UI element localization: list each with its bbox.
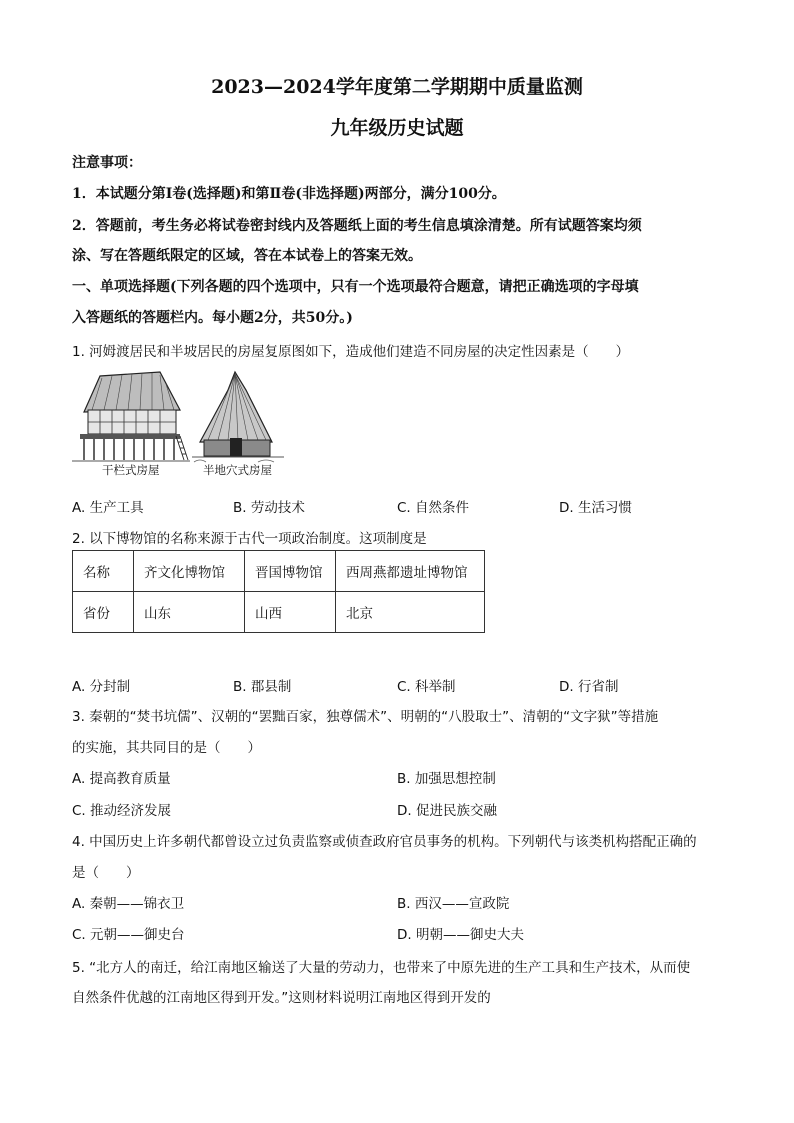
pit-house-illustration [192, 372, 284, 462]
q1-stem: 1. 河姆渡居民和半坡居民的房屋复原图如下，造成他们建造不同房屋的决定性因素是（ ） [72, 344, 630, 360]
museum-table [72, 550, 485, 633]
q1-option-b[interactable]: B. 劳动技术 [233, 500, 305, 516]
q4-option-c[interactable]: C. 元朝——御史台 [72, 927, 185, 943]
table-cell: 晋国博物馆 [245, 551, 336, 592]
q2-option-b[interactable]: B. 郡县制 [233, 679, 292, 695]
q4-option-a[interactable]: A. 秦朝——锦衣卫 [72, 896, 185, 912]
table-cell: 山西 [245, 592, 336, 633]
table-cell: 名称 [73, 551, 134, 592]
q1-caption-right: 半地穴式房屋 [203, 463, 272, 477]
table-cell: 西周燕都遗址博物馆 [336, 551, 485, 592]
q1-option-d[interactable]: D. 生活习惯 [559, 500, 632, 516]
exam-subtitle: 九年级历史试题 [330, 117, 464, 139]
q3-option-b[interactable]: B. 加强思想控制 [397, 771, 496, 787]
q1-option-c[interactable]: C. 自然条件 [397, 500, 470, 516]
section-1-heading-line-2: 入答题纸的答题栏内。每小题2分，共50分。) [72, 310, 353, 326]
q5-stem-line-1: 5. “北方人的南迁，给江南地区输送了大量的劳动力，也带来了中原先进的生产工具和生产技术，从而使 [72, 960, 691, 976]
q1-option-a[interactable]: A. 生产工具 [72, 500, 144, 516]
table-cell: 北京 [336, 592, 485, 633]
section-1-heading-line-1: 一、单项选择题(下列各题的四个选项中，只有一个选项最符合题意，请把正确选项的字母填 [72, 279, 639, 295]
q4-option-b[interactable]: B. 西汉——宣政院 [397, 896, 510, 912]
q3-option-a[interactable]: A. 提高教育质量 [72, 771, 171, 787]
table-row [73, 551, 485, 592]
exam-title: 2023—2024学年度第二学期期中质量监测 [211, 76, 583, 98]
q4-option-d[interactable]: D. 明朝——御史大夫 [397, 927, 524, 943]
q5-stem-line-2: 自然条件优越的江南地区得到开发。”这则材料说明江南地区得到开发的 [72, 990, 491, 1006]
q1-caption-left: 干栏式房屋 [102, 463, 160, 477]
notice-item-2-line-1: 2．答题前，考生务必将试卷密封线内及答题纸上面的考生信息填涂清楚。所有试题答案均须 [72, 218, 642, 234]
table-cell: 齐文化博物馆 [134, 551, 245, 592]
q2-stem: 2. 以下博物馆的名称来源于古代一项政治制度。这项制度是 [72, 531, 427, 547]
q4-stem-line-1: 4. 中国历史上许多朝代都曾设立过负责监察或侦查政府官员事务的机构。下列朝代与该类机构搭配正确的 [72, 834, 697, 850]
q3-option-d[interactable]: D. 促进民族交融 [397, 803, 497, 819]
table-row [73, 592, 485, 633]
notice-heading: 注意事项： [72, 155, 142, 171]
notice-item-2-line-2: 涂、写在答题纸限定的区域，答在本试卷上的答案无效。 [72, 248, 422, 264]
stilt-house-illustration [72, 372, 190, 461]
notice-item-1: 1．本试题分第Ⅰ卷(选择题)和第Ⅱ卷(非选择题)两部分，满分100分。 [72, 186, 506, 202]
table-cell: 省份 [73, 592, 134, 633]
table-cell: 山东 [134, 592, 245, 633]
q2-option-d[interactable]: D. 行省制 [559, 679, 619, 695]
q3-stem-line-1: 3. 秦朝的“焚书坑儒”、汉朝的“罢黜百家，独尊儒术”、明朝的“八股取士”、清朝的“文字狱”等措施 [72, 709, 659, 725]
q2-option-a[interactable]: A. 分封制 [72, 679, 131, 695]
q3-option-c[interactable]: C. 推动经济发展 [72, 803, 172, 819]
q3-stem-line-2: 的实施，其共同目的是（ ） [72, 740, 261, 756]
q2-option-c[interactable]: C. 科举制 [397, 679, 456, 695]
q4-stem-line-2: 是（ ） [72, 865, 140, 881]
